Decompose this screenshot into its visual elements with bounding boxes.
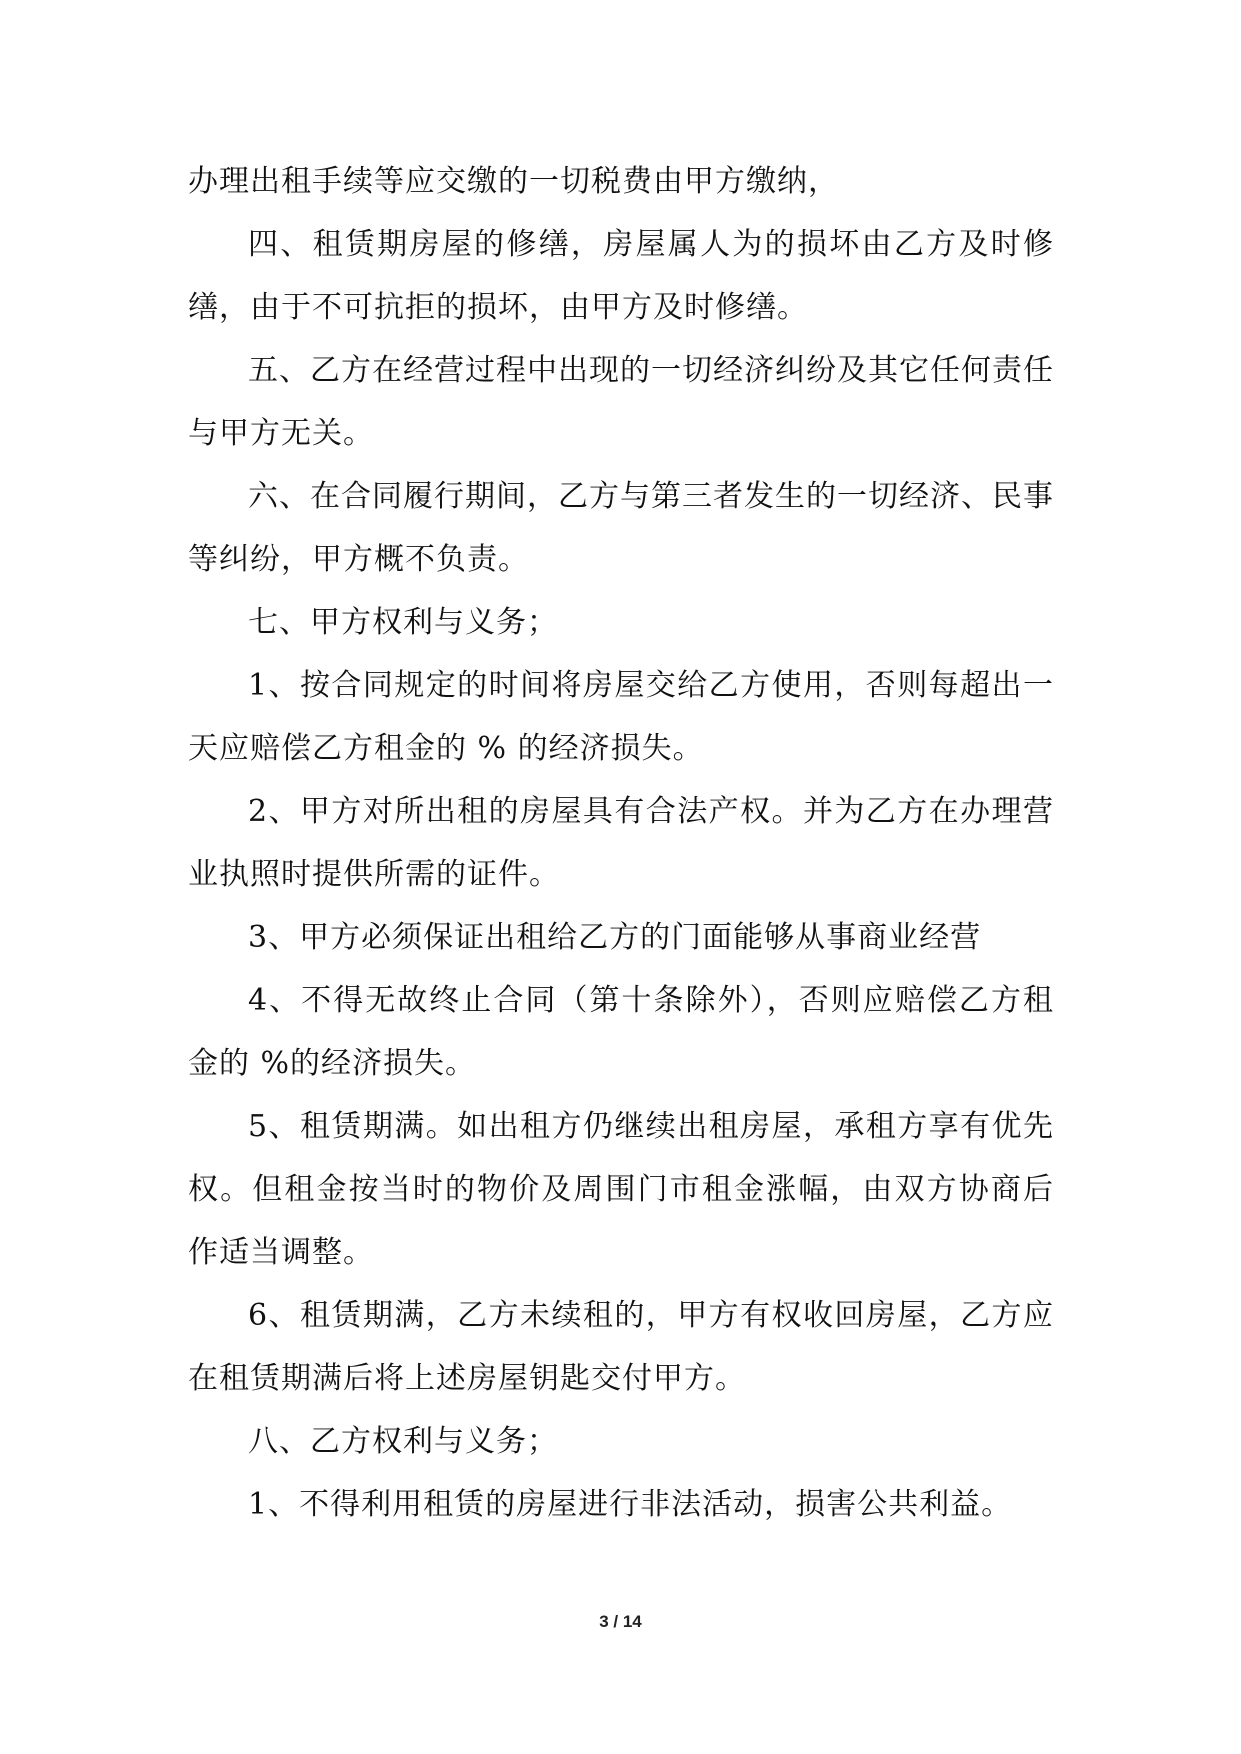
paragraph-clause-7-item-4: 4、不得无故终止合同（第十条除外），否则应赔偿乙方租金的 %的经济损失。 [188, 983, 1054, 1081]
paragraph-clause-5: 五、乙方在经营过程中出现的一切经济纠纷及其它任何责任与甲方无关。 [188, 353, 1054, 451]
paragraph-clause-7-item-6: 6、租赁期满，乙方未续租的，甲方有权收回房屋，乙方应在租赁期满后将上述房屋钥匙交付甲方。 [188, 1298, 1054, 1396]
paragraph-clause-4: 四、租赁期房屋的修缮，房屋属人为的损坏由乙方及时修缮，由于不可抗拒的损坏，由甲方及时修缮。 [188, 227, 1054, 325]
paragraph-clause-8-heading: 八、乙方权利与义务； [248, 1424, 558, 1459]
paragraph-clause-7-item-2: 2、甲方对所出租的房屋具有合法产权。并为乙方在办理营业执照时提供所需的证件。 [188, 794, 1054, 892]
document-body [188, 150, 1054, 1536]
paragraph-clause-7-item-3: 3、甲方必须保证出租给乙方的门面能够从事商业经营 [248, 920, 982, 955]
paragraph-clause-7-item-5: 5、租赁期满。如出租方仍继续出租房屋，承租方享有优先权。但租金按当时的物价及周围门市租金涨幅，由双方协商后作适当调整。 [188, 1109, 1054, 1270]
paragraph-clause-7-item-1: 1、按合同规定的时间将房屋交给乙方使用，否则每超出一天应赔偿乙方租金的 % 的经济损失。 [188, 668, 1054, 766]
paragraph-clause-7-heading: 七、甲方权利与义务； [248, 605, 558, 640]
paragraph-continuation: 办理出租手续等应交缴的一切税费由甲方缴纳， [188, 164, 839, 199]
paragraph-clause-6: 六、在合同履行期间，乙方与第三者发生的一切经济、民事等纠纷，甲方概不负责。 [188, 479, 1054, 577]
page-number: 3 / 14 [599, 1612, 642, 1631]
paragraph-clause-8-item-1: 1、不得利用租赁的房屋进行非法活动，损害公共利益。 [248, 1487, 1013, 1522]
